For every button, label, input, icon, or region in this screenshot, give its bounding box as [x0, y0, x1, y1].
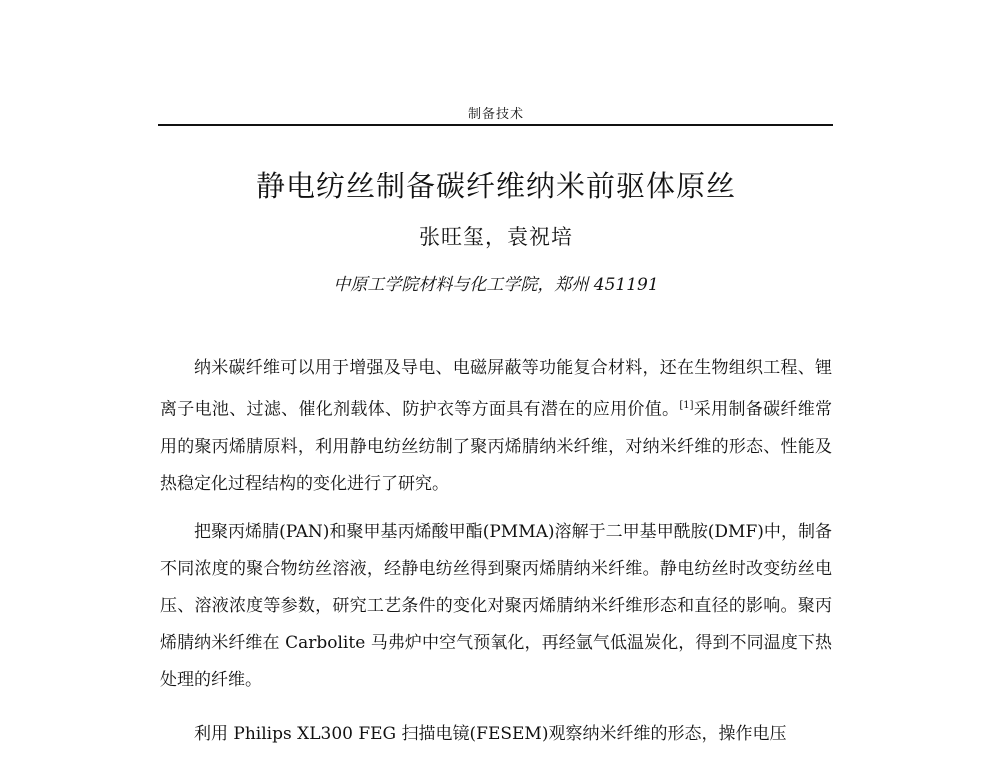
header-rule: [158, 124, 833, 126]
paragraph-1-continued: 采用制备碳纤维常用的聚丙烯腈原料，利用静电纺丝纺制了聚丙烯腈纳米纤维，对纳米纤维的形态、性能及热稳定化过程结构的变化进行了研究。: [160, 399, 833, 494]
article-affiliation: 中原工学院材料与化工学院，郑州 451191: [333, 275, 659, 295]
citation-marker: [1]: [679, 400, 694, 411]
paragraph-2: 把聚丙烯腈(PAN)和聚甲基丙烯酸甲酯(PMMA)溶解于二甲基甲酰胺(DMF)中，制备不同浓度的聚合物纺丝溶液，经静电纺丝得到聚丙烯腈纳米纤维。静电纺丝时改变纺丝电压、溶液浓度等参数，研究工艺条件的变化对聚丙烯腈纳米纤维形态和直径的影响。聚丙烯腈纳米纤维在 Carbolite 马弗炉中空气预氧化，再经氩气低温炭化，得到不同温度下热处理的纤维。: [160, 522, 832, 690]
paragraph-3: 利用 Philips XL300 FEG 扫描电镜(FESEM)观察纳米纤维的形态，操作电压: [194, 724, 787, 744]
section-header: 制备技术: [467, 107, 524, 122]
article-title: 静电纺丝制备碳纤维纳米前驱体原丝: [255, 169, 736, 203]
paragraph-1-text: 纳米碳纤维可以用于增强及导电、电磁屏蔽等功能复合材料，还在生物组织工程、锂离子电池、过滤、催化剂载体、防护衣等方面具有潜在的应用价值。: [160, 358, 832, 420]
article-authors: 张旺玺，袁祝培: [419, 225, 573, 249]
paragraph-1: [160, 350, 832, 503]
